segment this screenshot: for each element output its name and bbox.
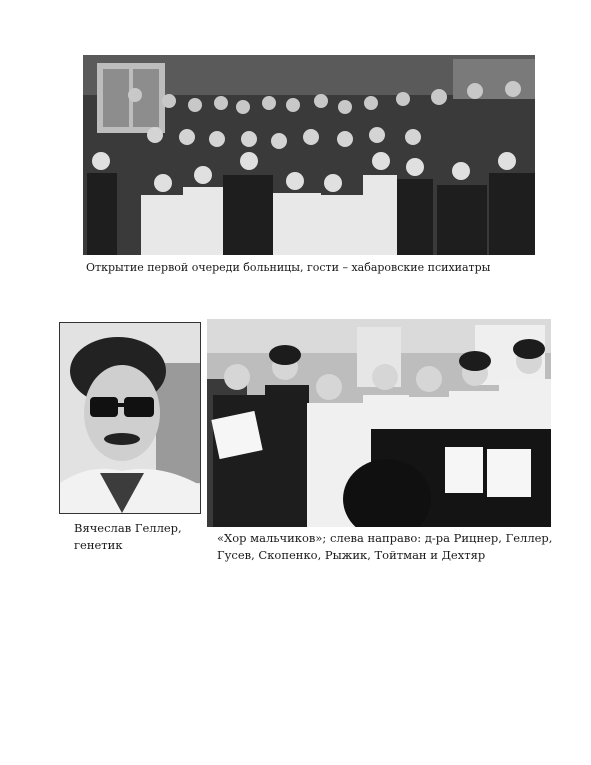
choir-photo: [207, 319, 551, 527]
portrait-caption-role: генетик: [74, 538, 123, 552]
choir-caption-line-2: Гусев, Скопенко, Рыжик, Тойтман и Дехтяр: [217, 548, 486, 562]
group-photo-caption: Открытие первой очереди больницы, гости – хабаровские психиатры: [86, 261, 491, 274]
portrait-caption: [74, 520, 204, 554]
group-photo: [83, 55, 535, 255]
choir-caption-line-1: «Хор мальчиков»; слева направо: д-ра Рицнер, Геллер,: [217, 531, 553, 545]
portrait-photo-image: [60, 323, 200, 513]
group-photo-image: [83, 55, 535, 255]
choir-photo-caption: [217, 530, 557, 564]
portrait-photo: [59, 322, 201, 514]
choir-photo-image: [207, 319, 551, 527]
portrait-caption-name: Вячеслав Геллер,: [74, 521, 182, 535]
